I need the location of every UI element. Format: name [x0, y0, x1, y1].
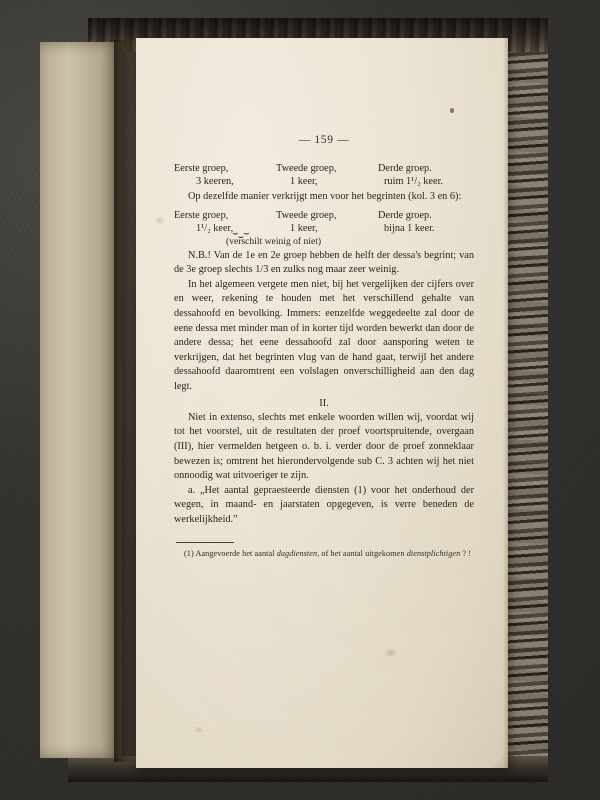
page-corner-shading	[482, 748, 508, 768]
foxing-spot	[386, 650, 395, 656]
table-cell: Tweede groep,	[276, 163, 337, 174]
footnote-italic-dienstplichtigen: dienstplichtigen	[406, 548, 461, 558]
footnote-text-2: , of het aantal uitgekomen	[317, 548, 407, 558]
footnote-rule	[176, 542, 234, 543]
parenthetical-note: (verschilt weinig of niet)	[226, 235, 322, 247]
page-right-edge-shading	[503, 38, 508, 768]
open-book	[28, 18, 548, 782]
paragraph-item-a: a. „Het aantal gepraesteerde diensten (1) voor het onderhoud der wegen, in maand- en jaarstaten opgegeven, is verre beneden de werkelijkheid.”	[174, 484, 474, 525]
footnote-text-1: Aangevoerde het aantal	[193, 548, 277, 558]
table-cell: Eerste groep,	[174, 163, 229, 174]
paragraph-begrinten: Op dezelfde manier verkrijgt men voor het begrinten (kol. 3 en 6):	[188, 191, 462, 202]
paper-speck	[450, 108, 454, 113]
paragraph-general: In het algemeen vergete men niet, bij het vergelijken der cijfers over en weer, rekening te houden met het verschillend gehalte van dessahoofd en bevolking. Immers: eenzelfde weggedeelte zal door de eene dessa met minder man of in korter tijd worden bewerkt dan door de andere dessa; het eene dessahoofd zal door aansporing weten te verkrijgen, dat het begrinten vlug van de hand gaat, terwijl het andere dessahoofd daaromtrent een volslagen onverschilligheid aan den dag legt.	[174, 278, 474, 393]
footnote-text-3: ? !	[460, 548, 472, 558]
table-cell: 1¹/₂ keer,	[196, 222, 234, 234]
table-row	[174, 162, 474, 175]
table-row	[174, 175, 474, 188]
table-row	[174, 209, 474, 222]
table-cell: ruim 1¹/₂ keer.	[384, 176, 444, 187]
footnote-italic-dagdiensten: dagdiensten	[276, 548, 318, 558]
table-cell: bijna 1 keer.	[384, 222, 435, 234]
footnote	[174, 548, 474, 559]
page-number: — 159 —	[298, 134, 350, 146]
table-cell: 1 keer,	[290, 176, 318, 187]
table-cell: 1 keer,	[290, 222, 318, 234]
paragraph-nb: N.B.! Van de 1e en 2e groep hebben de helft der dessa's begrint; van de 3e groep slechts 1/3 en zulks nog maar zeer weinig.	[174, 249, 474, 276]
hand-drawn-brace: ⌣‿⌣	[232, 227, 249, 239]
paragraph-niet-in-extenso: Niet in extenso, slechts met enkele woorden willen wij, voordat wij tot het voorstel, uit de resultaten der proef voortspruitende, overgaan (III), hier vermelden hetgeen o. b. i. verder door de proef zonneklaar bewezen is; omtrent het hierondervolgende sub C. 3 achten wij het niet onnoodig wat uitvoeriger te zijn.	[174, 411, 474, 482]
table-cell: Derde groep.	[378, 209, 432, 221]
table-cell: Eerste groep,	[174, 209, 229, 221]
right-page-recto	[136, 38, 508, 768]
first-group-table	[174, 162, 474, 188]
footnote-marker: (1)	[184, 548, 194, 558]
table-cell: Derde groep.	[378, 163, 432, 174]
text-column	[174, 134, 474, 559]
table-cell: Tweede groep,	[276, 209, 337, 221]
section-heading-ii: II.	[319, 397, 329, 409]
left-page-verso	[40, 42, 122, 758]
table-cell: 3 keeren,	[196, 176, 234, 187]
foxing-spot	[196, 728, 202, 732]
foxing-spot	[156, 218, 163, 223]
